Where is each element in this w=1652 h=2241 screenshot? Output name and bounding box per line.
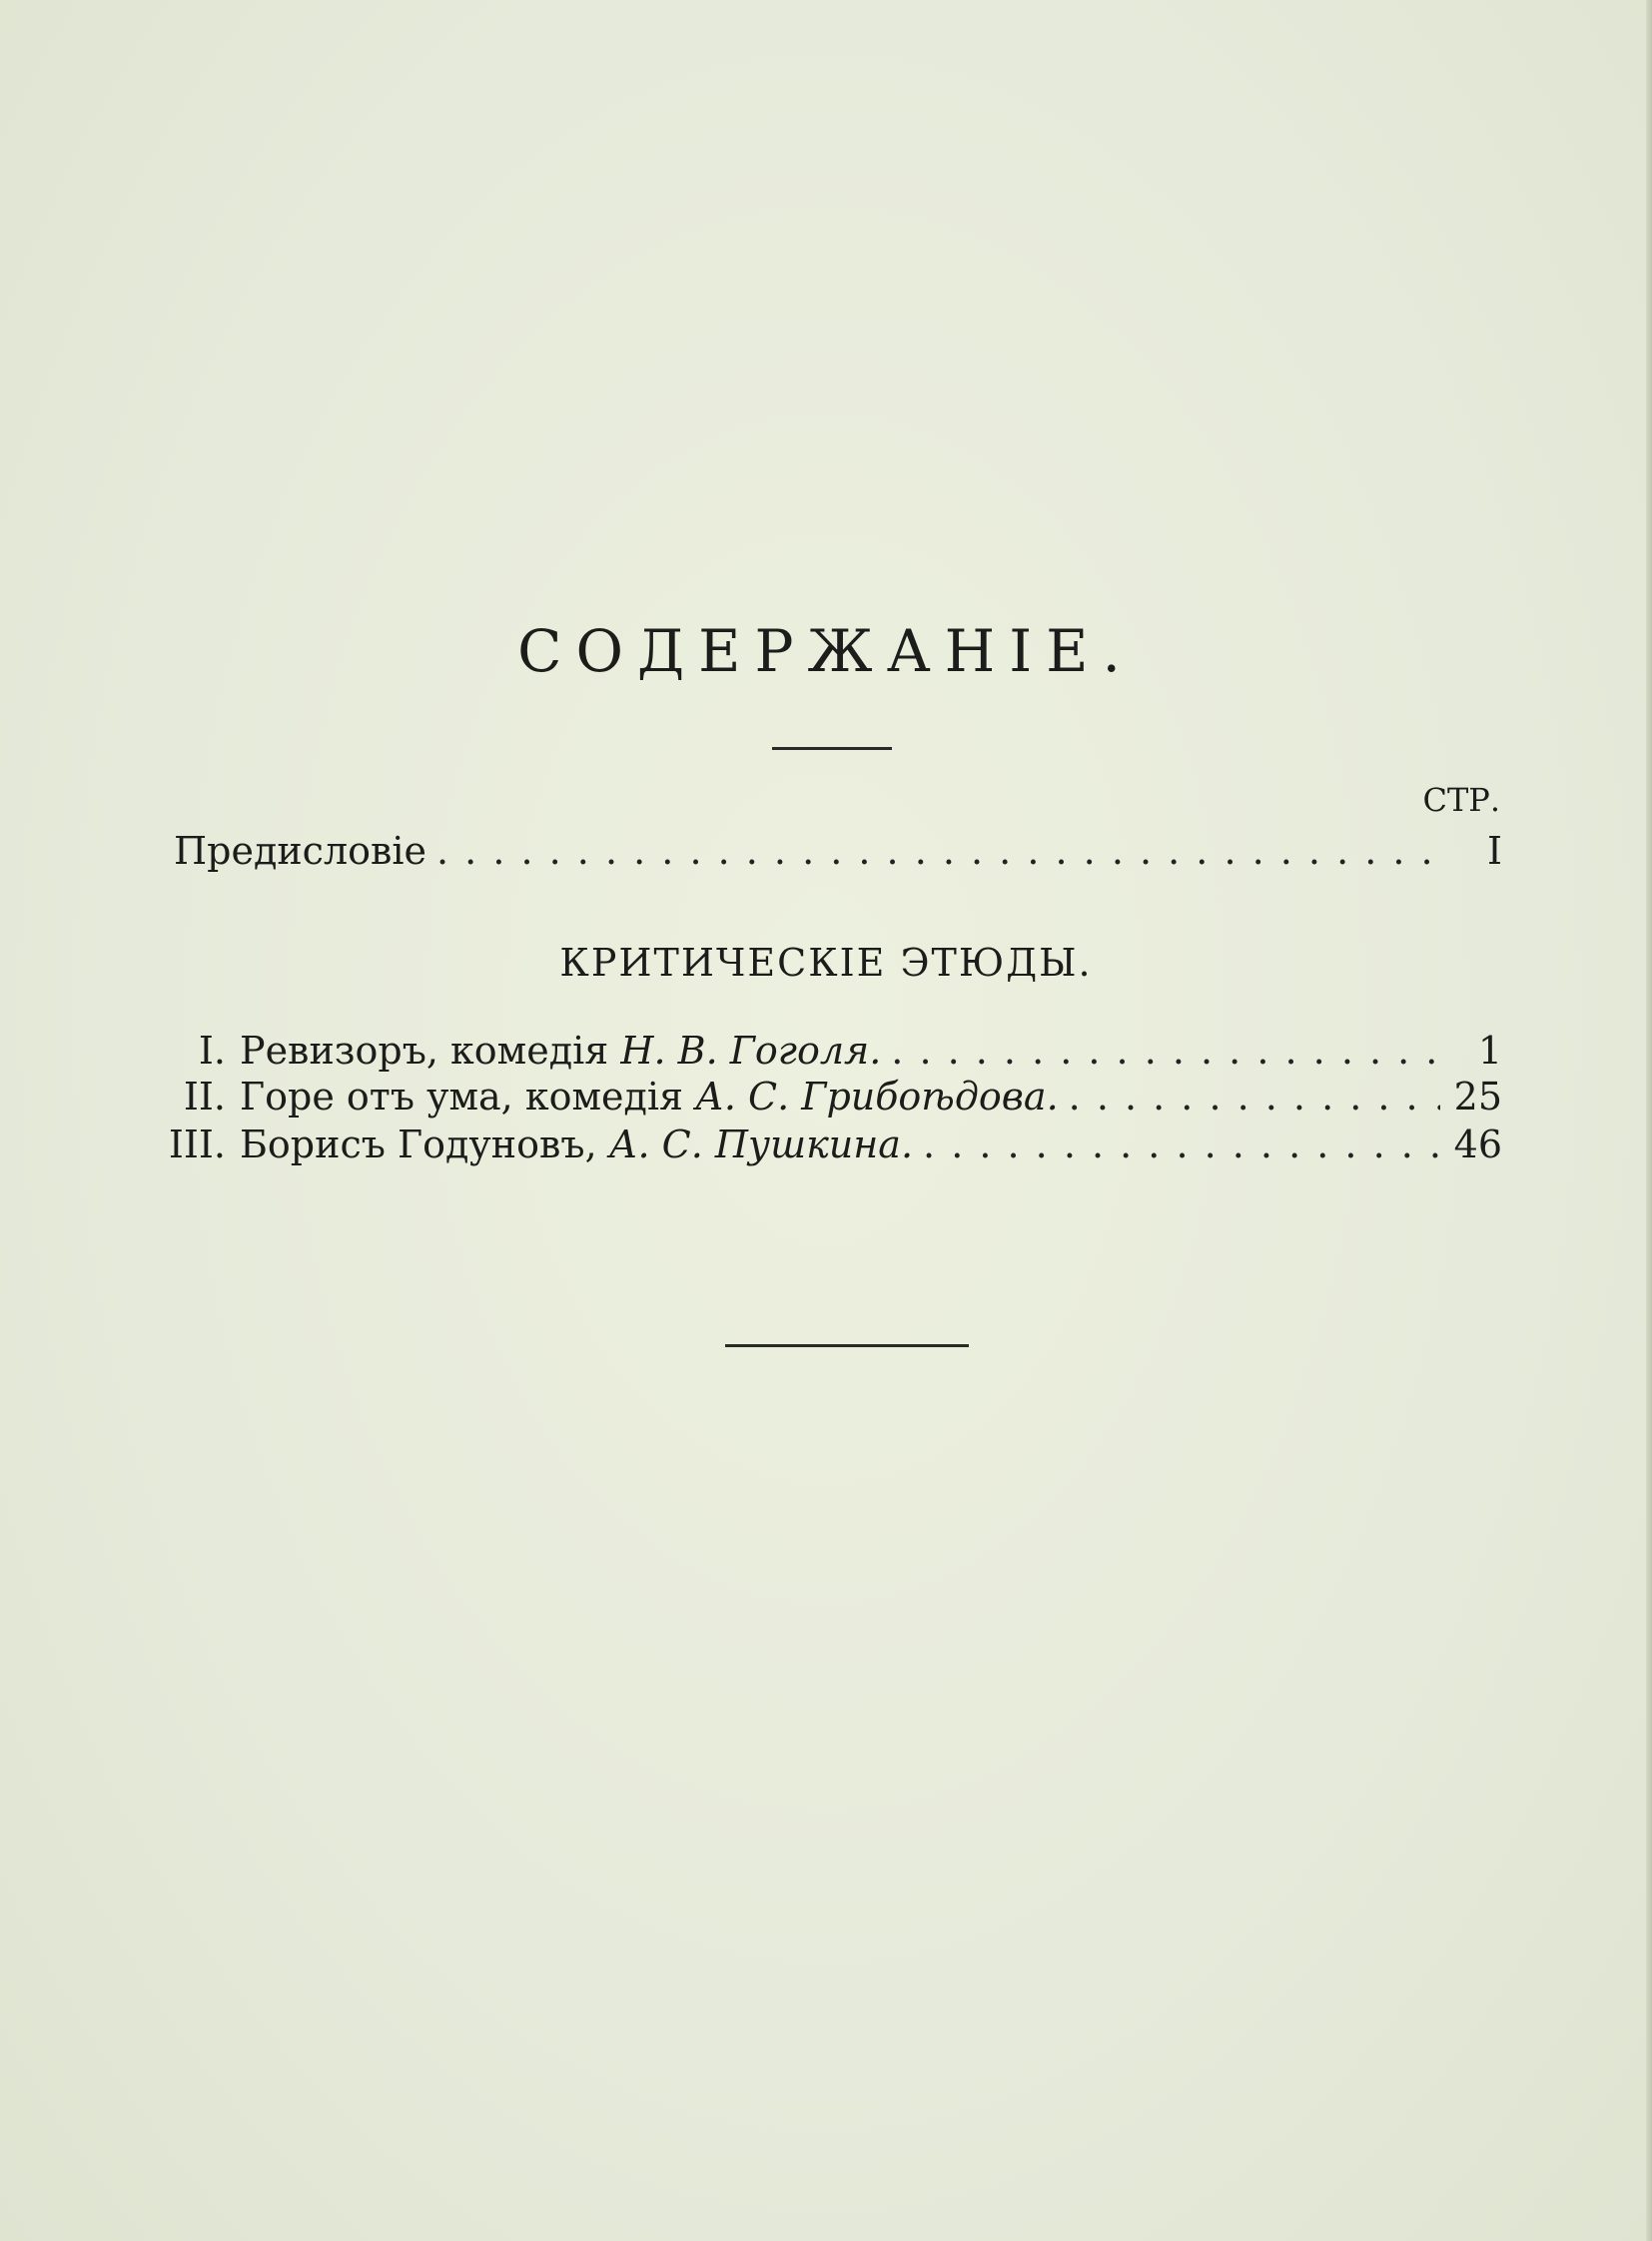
toc-entry-page: 25 [1453, 1075, 1502, 1119]
dot-leader [436, 829, 1440, 873]
section-heading: КРИТИЧЕСКІЕ ЭТЮДЫ. [559, 941, 1093, 985]
contents-title: СОДЕРЖАНІЕ. [517, 617, 1135, 685]
toc-entry[interactable] [150, 1122, 1502, 1166]
toc-entry-page: I [1486, 829, 1502, 873]
toc-entry-author: Н. В. Гоголя. [620, 1029, 882, 1073]
dot-leader [1069, 1075, 1440, 1119]
toc-entry-title: Ревизоръ, комедія [240, 1029, 609, 1073]
toc-entry[interactable] [150, 1075, 1502, 1119]
toc-entry-numeral: I. [198, 1029, 226, 1073]
dot-leader [891, 1029, 1440, 1073]
closing-rule [725, 1344, 969, 1347]
toc-entry-numeral: III. [168, 1122, 226, 1166]
page-edge-shadow [1646, 0, 1652, 2241]
page-column-label: СТР. [1422, 781, 1500, 819]
toc-entry-title: Горе отъ ума, комедія [240, 1075, 684, 1119]
toc-entry-numeral: II. [183, 1075, 226, 1119]
toc-entry-title: Борисъ Годуновъ, [240, 1122, 597, 1166]
title-rule [772, 747, 892, 750]
toc-entry-page: 1 [1477, 1029, 1502, 1073]
toc-entry[interactable] [150, 1029, 1502, 1073]
toc-entry-page: 46 [1453, 1122, 1502, 1166]
toc-entry-preface[interactable] [174, 829, 1502, 873]
toc-entry-label: Предисловіе [174, 829, 427, 873]
dot-leader [923, 1122, 1440, 1166]
toc-entry-author: А. С. Грибоѣдова. [695, 1075, 1059, 1119]
toc-entry-author: А. С. Пушкина. [608, 1122, 914, 1166]
